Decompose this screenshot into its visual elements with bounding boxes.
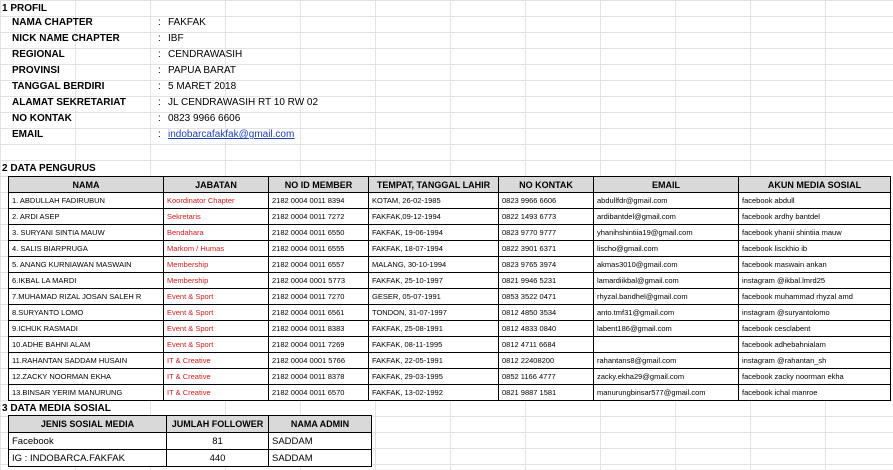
pengurus-cell[interactable]	[594, 337, 739, 353]
table-row	[9, 385, 891, 401]
media-header-cell[interactable]: JENIS SOSIAL MEDIA	[9, 416, 167, 433]
pengurus-cell[interactable]: ardibantdel@gmail.com	[594, 209, 739, 225]
pengurus-cell[interactable]: facebook zacky noorman ekha	[739, 369, 891, 385]
pengurus-header-cell[interactable]: TEMPAT, TANGGAL LAHIR	[369, 177, 499, 193]
pengurus-cell[interactable]: FAKFAK, 29-03-1995	[369, 369, 499, 385]
pengurus-cell[interactable]: 2182 0004 0001 5773	[269, 273, 369, 289]
pengurus-cell[interactable]: 2182 0004 0011 8394	[269, 193, 369, 209]
table-row	[9, 450, 372, 467]
pengurus-cell[interactable]: facebook maswain ankan	[739, 257, 891, 273]
pengurus-cell[interactable]: 2182 0004 0011 8383	[269, 321, 369, 337]
pengurus-cell[interactable]: akmas3010@gmail.com	[594, 257, 739, 273]
media-header-row	[9, 416, 372, 433]
profil-label: ALAMAT SEKRETARIAT	[12, 97, 126, 108]
media-cell[interactable]: IG : INDOBARCA.FAKFAK	[9, 450, 167, 467]
pengurus-cell[interactable]: Event & Sport	[164, 337, 269, 353]
pengurus-cell[interactable]: 0823 9966 6606	[499, 193, 594, 209]
pengurus-cell[interactable]: 2182 0004 0011 6557	[269, 257, 369, 273]
table-row	[9, 337, 891, 353]
pengurus-cell[interactable]: abdullfdr@gmail.com	[594, 193, 739, 209]
pengurus-cell[interactable]: instagram @rahantan_sh	[739, 353, 891, 369]
pengurus-header-cell[interactable]: EMAIL	[594, 177, 739, 193]
pengurus-cell[interactable]: 7.MUHAMAD RIZAL JOSAN SALEH R	[9, 289, 164, 305]
media-cell[interactable]: SADDAM	[269, 433, 372, 450]
pengurus-cell[interactable]: Bendahara	[164, 225, 269, 241]
pengurus-cell[interactable]: FAKFAK, 18-07-1994	[369, 241, 499, 257]
pengurus-cell[interactable]: 13.BINSAR YERIM MANURUNG	[9, 385, 164, 401]
pengurus-cell[interactable]: 0822 3901 6371	[499, 241, 594, 257]
profil-value: JL CENDRAWASIH RT 10 RW 02	[168, 97, 319, 108]
pengurus-cell[interactable]: 2182 0004 0011 6555	[269, 241, 369, 257]
pengurus-cell[interactable]: lamardiikbal@gmail.com	[594, 273, 739, 289]
profil-colon: :	[158, 113, 161, 124]
media-cell[interactable]: SADDAM	[269, 450, 372, 467]
pengurus-cell[interactable]: rhyzal.bandhel@gmail.com	[594, 289, 739, 305]
pengurus-cell[interactable]: 0812 4850 3534	[499, 305, 594, 321]
profil-value: 5 MARET 2018	[168, 81, 237, 92]
profil-email-link[interactable]: indobarcafakfak@gmail.com	[168, 129, 295, 140]
pengurus-cell[interactable]: yhanihshintiia19@gmail.com	[594, 225, 739, 241]
table-row	[9, 193, 891, 209]
profil-colon: :	[158, 49, 161, 60]
profil-colon: :	[158, 65, 161, 76]
media-header-cell[interactable]: JUMLAH FOLLOWER	[167, 416, 269, 433]
pengurus-cell[interactable]: 10.ADHE BAHNI ALAM	[9, 337, 164, 353]
pengurus-cell[interactable]: FAKFAK, 19-06-1994	[369, 225, 499, 241]
table-row	[9, 225, 891, 241]
profil-label: TANGGAL BERDIRI	[12, 81, 105, 92]
section-pengurus-title: 2 DATA PENGURUS	[2, 163, 96, 174]
pengurus-cell[interactable]: Event & Sport	[164, 321, 269, 337]
pengurus-cell[interactable]: 4. SALIS BIARPRUGA	[9, 241, 164, 257]
pengurus-cell[interactable]: Membership	[164, 257, 269, 273]
pengurus-cell[interactable]: Koordinator Chapter	[164, 193, 269, 209]
pengurus-cell[interactable]: Event & Sport	[164, 305, 269, 321]
profil-colon: :	[158, 81, 161, 92]
profil-value: FAKFAK	[168, 17, 206, 28]
pengurus-cell[interactable]: 0812 4711 6684	[499, 337, 594, 353]
pengurus-cell[interactable]: facebook abdull	[739, 193, 891, 209]
table-row	[9, 321, 891, 337]
table-row	[9, 257, 891, 273]
pengurus-cell[interactable]: 2182 0004 0011 6550	[269, 225, 369, 241]
pengurus-cell[interactable]: 0821 9887 1581	[499, 385, 594, 401]
profil-value: CENDRAWASIH	[168, 49, 243, 60]
pengurus-cell[interactable]: facebook cesclabent	[739, 321, 891, 337]
pengurus-header-cell[interactable]: NAMA	[9, 177, 164, 193]
pengurus-header-row	[9, 177, 891, 193]
pengurus-header-cell[interactable]: JABATAN	[164, 177, 269, 193]
pengurus-cell[interactable]: 2. ARDI ASEP	[9, 209, 164, 225]
pengurus-cell[interactable]: facebook adhebahnialam	[739, 337, 891, 353]
pengurus-cell[interactable]: instagram @suryantolomo	[739, 305, 891, 321]
pengurus-cell[interactable]: facebook ardhy bantdel	[739, 209, 891, 225]
pengurus-cell[interactable]: labent186@gmail.com	[594, 321, 739, 337]
pengurus-cell[interactable]: 0812 22408200	[499, 353, 594, 369]
profil-value: PAPUA BARAT	[168, 65, 236, 76]
pengurus-cell[interactable]: 2182 0004 0011 6561	[269, 305, 369, 321]
media-header-cell[interactable]: NAMA ADMIN	[269, 416, 372, 433]
pengurus-cell[interactable]: 0812 4833 0840	[499, 321, 594, 337]
pengurus-cell[interactable]: 2182 0004 0001 5766	[269, 353, 369, 369]
pengurus-cell[interactable]: 0823 9770 9777	[499, 225, 594, 241]
profil-value: IBF	[168, 33, 184, 44]
pengurus-cell[interactable]: facebook muhammad rhyzal amd	[739, 289, 891, 305]
profil-colon: :	[158, 97, 161, 108]
pengurus-cell[interactable]: 1. ABDULLAH FADIRUBUN	[9, 193, 164, 209]
pengurus-cell[interactable]: 12.ZACKY NOORMAN EKHA	[9, 369, 164, 385]
pengurus-cell[interactable]: KOTAM, 26-02-1985	[369, 193, 499, 209]
pengurus-header-cell[interactable]: AKUN MEDIA SOSIAL	[739, 177, 891, 193]
pengurus-header-cell[interactable]: NO KONTAK	[499, 177, 594, 193]
profil-label: NO KONTAK	[12, 113, 72, 124]
pengurus-cell[interactable]: FAKFAK, 13-02-1992	[369, 385, 499, 401]
profil-value: 0823 9966 6606	[168, 113, 241, 124]
pengurus-table	[8, 176, 891, 401]
table-row	[9, 305, 891, 321]
pengurus-cell[interactable]: TONDON, 31-07-1997	[369, 305, 499, 321]
table-row	[9, 273, 891, 289]
pengurus-cell[interactable]: FAKFAK, 25-08-1991	[369, 321, 499, 337]
pengurus-cell[interactable]: lischo@gmail.com	[594, 241, 739, 257]
pengurus-cell[interactable]: MALANG, 30-10-1994	[369, 257, 499, 273]
profil-label: NICK NAME CHAPTER	[12, 33, 120, 44]
table-row	[9, 353, 891, 369]
pengurus-cell[interactable]: rahantans8@gmail.com	[594, 353, 739, 369]
pengurus-cell[interactable]: 2182 0004 0011 7272	[269, 209, 369, 225]
section-profil-title: 1 PROFIL	[2, 3, 48, 14]
table-row	[9, 433, 372, 450]
media-table	[8, 415, 372, 467]
pengurus-cell[interactable]: facebook lisckhio ib	[739, 241, 891, 257]
pengurus-cell[interactable]: Markom / Humas	[164, 241, 269, 257]
pengurus-cell[interactable]: 5. ANANG KURNIAWAN MASWAIN	[9, 257, 164, 273]
media-cell[interactable]: 440	[167, 450, 269, 467]
table-row	[9, 209, 891, 225]
pengurus-cell[interactable]: 2182 0004 0011 8378	[269, 369, 369, 385]
pengurus-cell[interactable]: Sekretaris	[164, 209, 269, 225]
pengurus-cell[interactable]: IT & Creative	[164, 353, 269, 369]
pengurus-cell[interactable]: FAKFAK, 25-10-1997	[369, 273, 499, 289]
pengurus-cell[interactable]: 0821 9946 5231	[499, 273, 594, 289]
pengurus-cell[interactable]: 0822 1493 6773	[499, 209, 594, 225]
pengurus-cell[interactable]: facebook ichal manroe	[739, 385, 891, 401]
pengurus-cell[interactable]: 0853 3522 0471	[499, 289, 594, 305]
pengurus-cell[interactable]: manurungbinsar577@gmail.com	[594, 385, 739, 401]
pengurus-cell[interactable]: 6.IKBAL LA MARDI	[9, 273, 164, 289]
section-media-title: 3 DATA MEDIA SOSIAL	[2, 403, 111, 414]
pengurus-cell[interactable]: GESER, 05-07-1991	[369, 289, 499, 305]
pengurus-cell[interactable]: 11.RAHANTAN SADDAM HUSAIN	[9, 353, 164, 369]
table-row	[9, 369, 891, 385]
pengurus-cell[interactable]: FAKFAK, 08-11-1995	[369, 337, 499, 353]
table-row	[9, 241, 891, 257]
profil-colon: :	[158, 17, 161, 28]
pengurus-cell[interactable]: 0823 9765 3974	[499, 257, 594, 273]
table-row	[9, 289, 891, 305]
profil-label: PROVINSI	[12, 65, 60, 76]
pengurus-cell[interactable]: zacky.ekha29@gmail.com	[594, 369, 739, 385]
pengurus-header-cell[interactable]: NO ID MEMBER	[269, 177, 369, 193]
pengurus-cell[interactable]: 9.ICHUK RASMADI	[9, 321, 164, 337]
media-cell[interactable]: Facebook	[9, 433, 167, 450]
profil-colon: :	[158, 129, 161, 140]
pengurus-cell[interactable]: anto.tmf31@gmail.com	[594, 305, 739, 321]
pengurus-cell[interactable]: instagram @ikbal.lmrd25	[739, 273, 891, 289]
profil-label: EMAIL	[12, 129, 44, 140]
pengurus-cell[interactable]: FAKFAK, 22-05-1991	[369, 353, 499, 369]
pengurus-cell[interactable]: 2182 0004 0011 6570	[269, 385, 369, 401]
pengurus-cell[interactable]: Membership	[164, 273, 269, 289]
profil-label: REGIONAL	[12, 49, 65, 60]
pengurus-cell[interactable]: 2182 0004 0011 7269	[269, 337, 369, 353]
pengurus-cell[interactable]: 3. SURYANI SINTIA MAUW	[9, 225, 164, 241]
pengurus-cell[interactable]: IT & Creative	[164, 385, 269, 401]
profil-label: NAMA CHAPTER	[12, 17, 93, 28]
pengurus-cell[interactable]: 2182 0004 0011 7270	[269, 289, 369, 305]
pengurus-cell[interactable]: FAKFAK,09-12-1994	[369, 209, 499, 225]
media-cell[interactable]: 81	[167, 433, 269, 450]
pengurus-cell[interactable]: IT & Creative	[164, 369, 269, 385]
pengurus-cell[interactable]: facebook yhanii shintiia mauw	[739, 225, 891, 241]
pengurus-cell[interactable]: 0852 1166 4777	[499, 369, 594, 385]
pengurus-cell[interactable]: 8.SURYANTO LOMO	[9, 305, 164, 321]
profil-colon: :	[158, 33, 161, 44]
pengurus-cell[interactable]: Event & Sport	[164, 289, 269, 305]
